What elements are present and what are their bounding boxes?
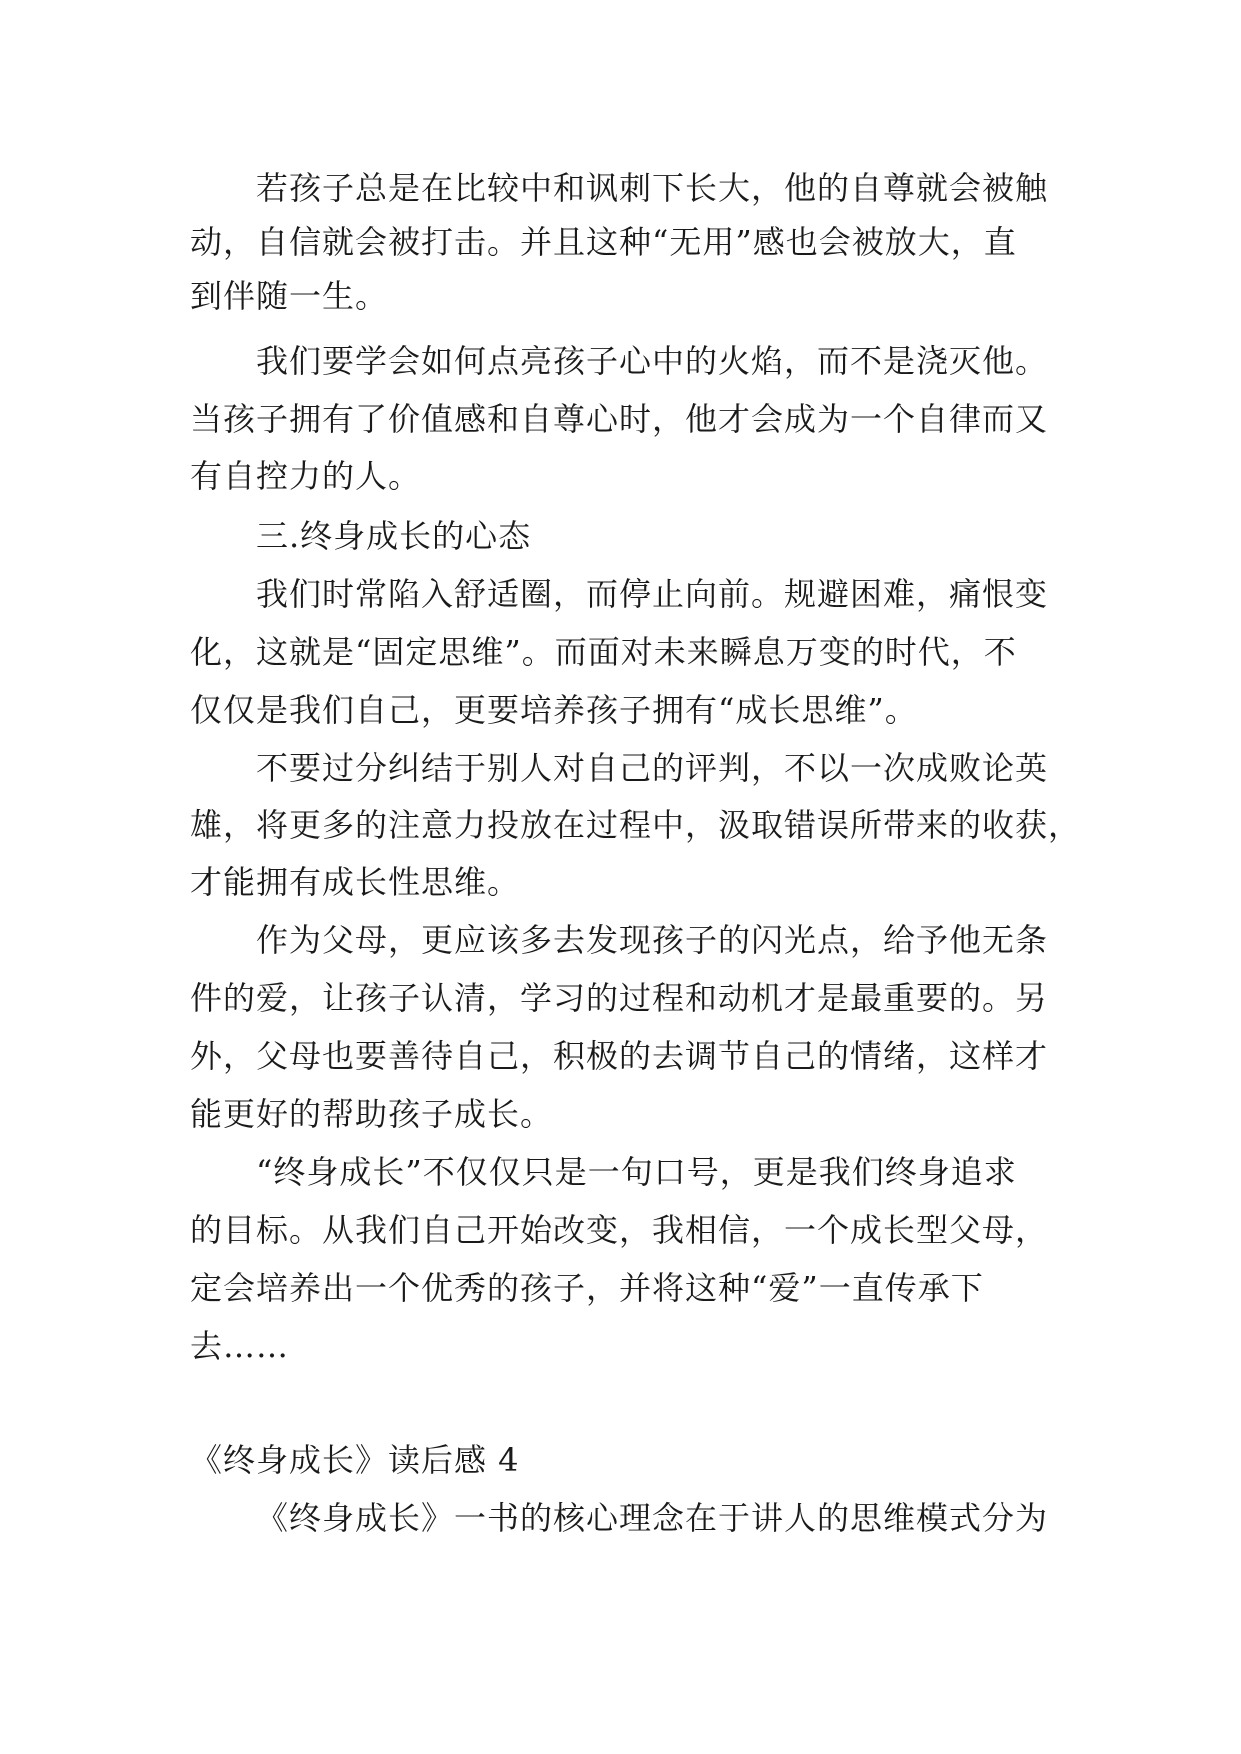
paragraph-line: 作为父母，更应该多去发现孩子的闪光点，给予他无条 (256, 921, 1049, 959)
paragraph-line: 能更好的帮助孩子成长。 (190, 1095, 554, 1133)
paragraph-line: 我们要学会如何点亮孩子心中的火焰，而不是浇灭他。 (256, 342, 1049, 380)
paragraph-line: 去…… (190, 1327, 290, 1365)
paragraph-line: 件的爱，让孩子认清，学习的过程和动机才是最重要的。另 (190, 979, 1049, 1017)
section-heading: 三.终身成长的心态 (256, 517, 532, 555)
paragraph-line: 才能拥有成长性思维。 (190, 863, 521, 901)
paragraph-line: 我们时常陷入舒适圈，而停止向前。规避困难，痛恨变 (256, 575, 1049, 613)
paragraph-line: 雄，将更多的注意力投放在过程中，汲取错误所带来的收获， (190, 806, 1082, 844)
paragraph-line: 《终身成长》一书的核心理念在于讲人的思维模式分为 (256, 1499, 1049, 1537)
paragraph-line: 定会培养出一个优秀的孩子，并将这种“爱”一直传承下 (190, 1269, 984, 1307)
paragraph-line: 化，这就是“固定思维”。而面对未来瞬息万变的时代，不 (190, 633, 1017, 671)
paragraph-line: 若孩子总是在比较中和讽刺下长大，他的自尊就会被触 (256, 169, 1049, 207)
article-title: 《终身成长》读后感 4 (190, 1441, 520, 1479)
paragraph-line: “终身成长”不仅仅只是一句口号，更是我们终身追求 (256, 1153, 1017, 1191)
paragraph-line: 外，父母也要善待自己，积极的去调节自己的情绪，这样才 (190, 1037, 1049, 1075)
paragraph-line: 动，自信就会被打击。并且这种“无用”感也会被放大，直 (190, 223, 1017, 261)
paragraph-line: 不要过分纠结于别人对自己的评判，不以一次成败论英 (256, 749, 1049, 787)
paragraph-line: 的目标。从我们自己开始改变，我相信，一个成长型父母， (190, 1211, 1049, 1249)
paragraph-line: 仅仅是我们自己，更要培养孩子拥有“成长思维”。 (190, 691, 918, 729)
paragraph-line: 有自控力的人。 (190, 457, 422, 495)
paragraph-line: 当孩子拥有了价值感和自尊心时，他才会成为一个自律而又 (190, 400, 1049, 438)
paragraph-line: 到伴随一生。 (190, 277, 389, 315)
